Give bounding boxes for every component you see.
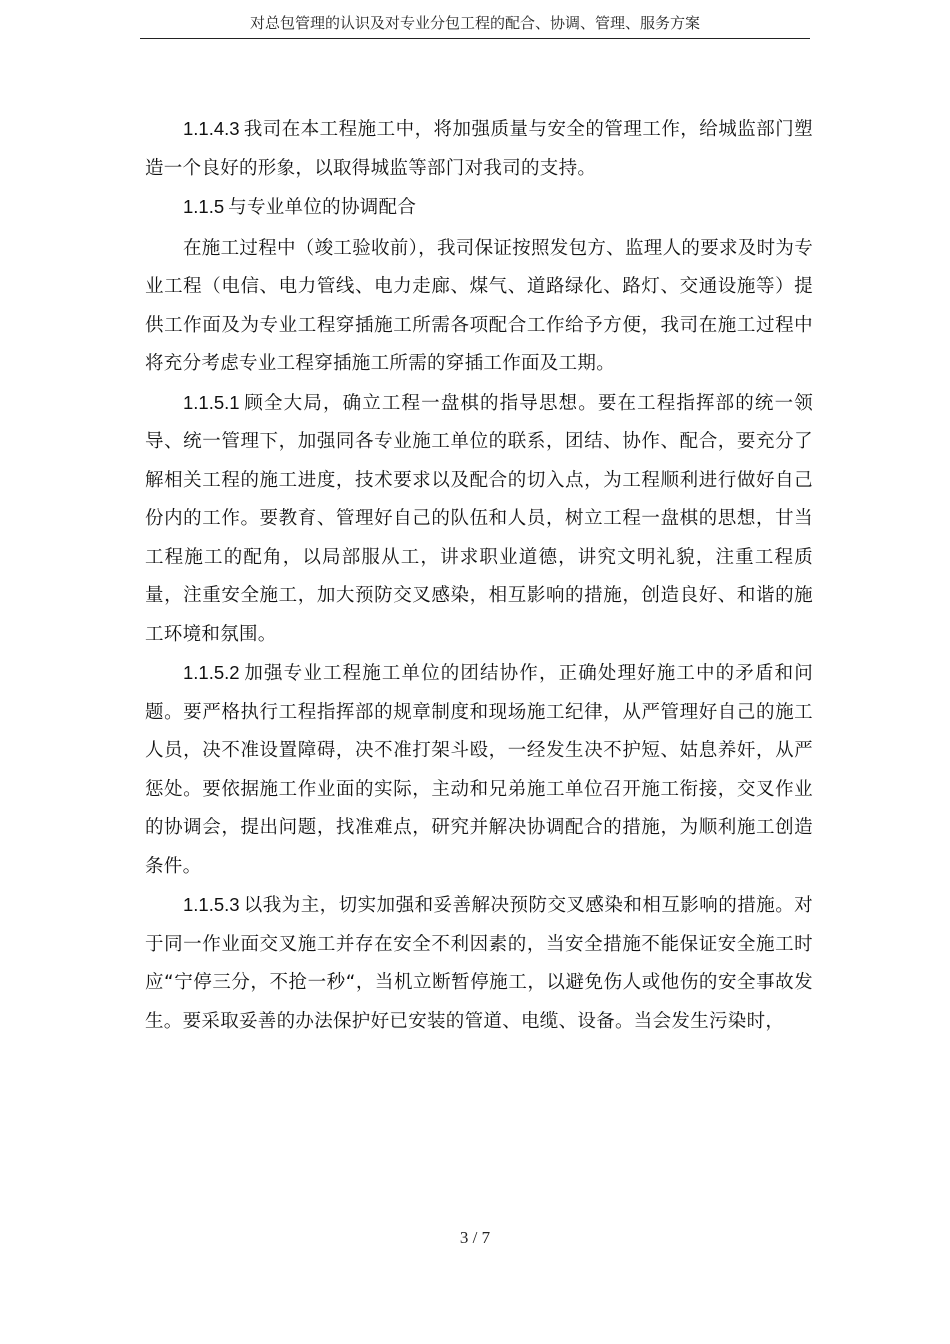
paragraph-1-1-5-2 [145, 654, 813, 886]
paragraph-text: 我司在本工程施工中，将加强质量与安全的管理工作，给城监部门塑造一个良好的形象，以取得城监等部门对我司的支持。 [145, 119, 813, 179]
section-number: 1.1.5.3 [183, 894, 240, 915]
paragraph-text: 在施工过程中（竣工验收前），我司保证按照发包方、监理人的要求及时为专业工程（电信、电力管线、电力走廊、煤气、道路绿化、路灯、交通设施等）提供工作面及为专业工程穿插施工所需各项配合工作给予方便，我司在施工过程中将充分考虑专业工程穿插施工所需的穿插工作面及工期。 [145, 237, 813, 374]
section-heading-text: 与专业单位的协调配合 [228, 197, 417, 218]
section-heading-1-1-5 [145, 188, 813, 228]
paragraph-intro [145, 230, 813, 384]
section-number: 1.1.4.3 [183, 118, 240, 139]
paragraph-1-1-5-1 [145, 384, 813, 655]
paragraph-text: 顾全大局，确立工程一盘棋的指导思想。要在工程指挥部的统一领导、统一管理下，加强同各专业施工单位的联系，团结、协作、配合，要充分了解相关工程的施工进度，技术要求以及配合的切入点，为工程顺利进行做好自己份内的工作。要教育、管理好自己的队伍和人员，树立工程一盘棋的思想，甘当工程施工的配角，以局部服从工，讲求职业道德，讲究文明礼貌，注重工程质量，注重安全施工，加大预防交叉感染，相互影响的措施，创造良好、和谐的施工环境和氛围。 [145, 392, 813, 645]
header-title: 对总包管理的认识及对专业分包工程的配合、协调、管理、服务方案 [249, 14, 700, 32]
paragraph-text: 加强专业工程施工单位的团结协作，正确处理好施工中的矛盾和问题。要严格执行工程指挥部的规章制度和现场施工纪律，从严管理好自己的施工人员，决不准设置障碍，决不准打架斗殴，一经发生决不护短、姑息养奸，从严惩处。要依据施工作业面的实际，主动和兄弟施工单位召开施工衔接，交叉作业的协调会，提出问题，找准难点，研究并解决协调配合的措施，为顺利施工创造条件。 [145, 663, 813, 877]
page-header [140, 12, 810, 39]
page-footer [0, 1228, 950, 1248]
document-body [145, 110, 813, 1041]
section-number: 1.1.5.2 [183, 662, 240, 683]
paragraph-1-1-4-3 [145, 110, 813, 188]
section-number: 1.1.5 [183, 196, 225, 217]
section-number: 1.1.5.1 [183, 391, 240, 413]
page-number: 3 / 7 [459, 1228, 491, 1247]
paragraph-1-1-5-3 [145, 886, 813, 1041]
paragraph-text: 以我为主，切实加强和妥善解决预防交叉感染和相互影响的措施。对于同一作业面交叉施工并存在安全不利因素的，当安全措施不能保证安全施工时应“宁停三分，不抢一秒“，当机立断暂停施工，以避免伤人或他伤的安全事故发生。要采取妥善的办法保护好已安装的管道、电缆、设备。当会发生污染时， [145, 895, 813, 1032]
